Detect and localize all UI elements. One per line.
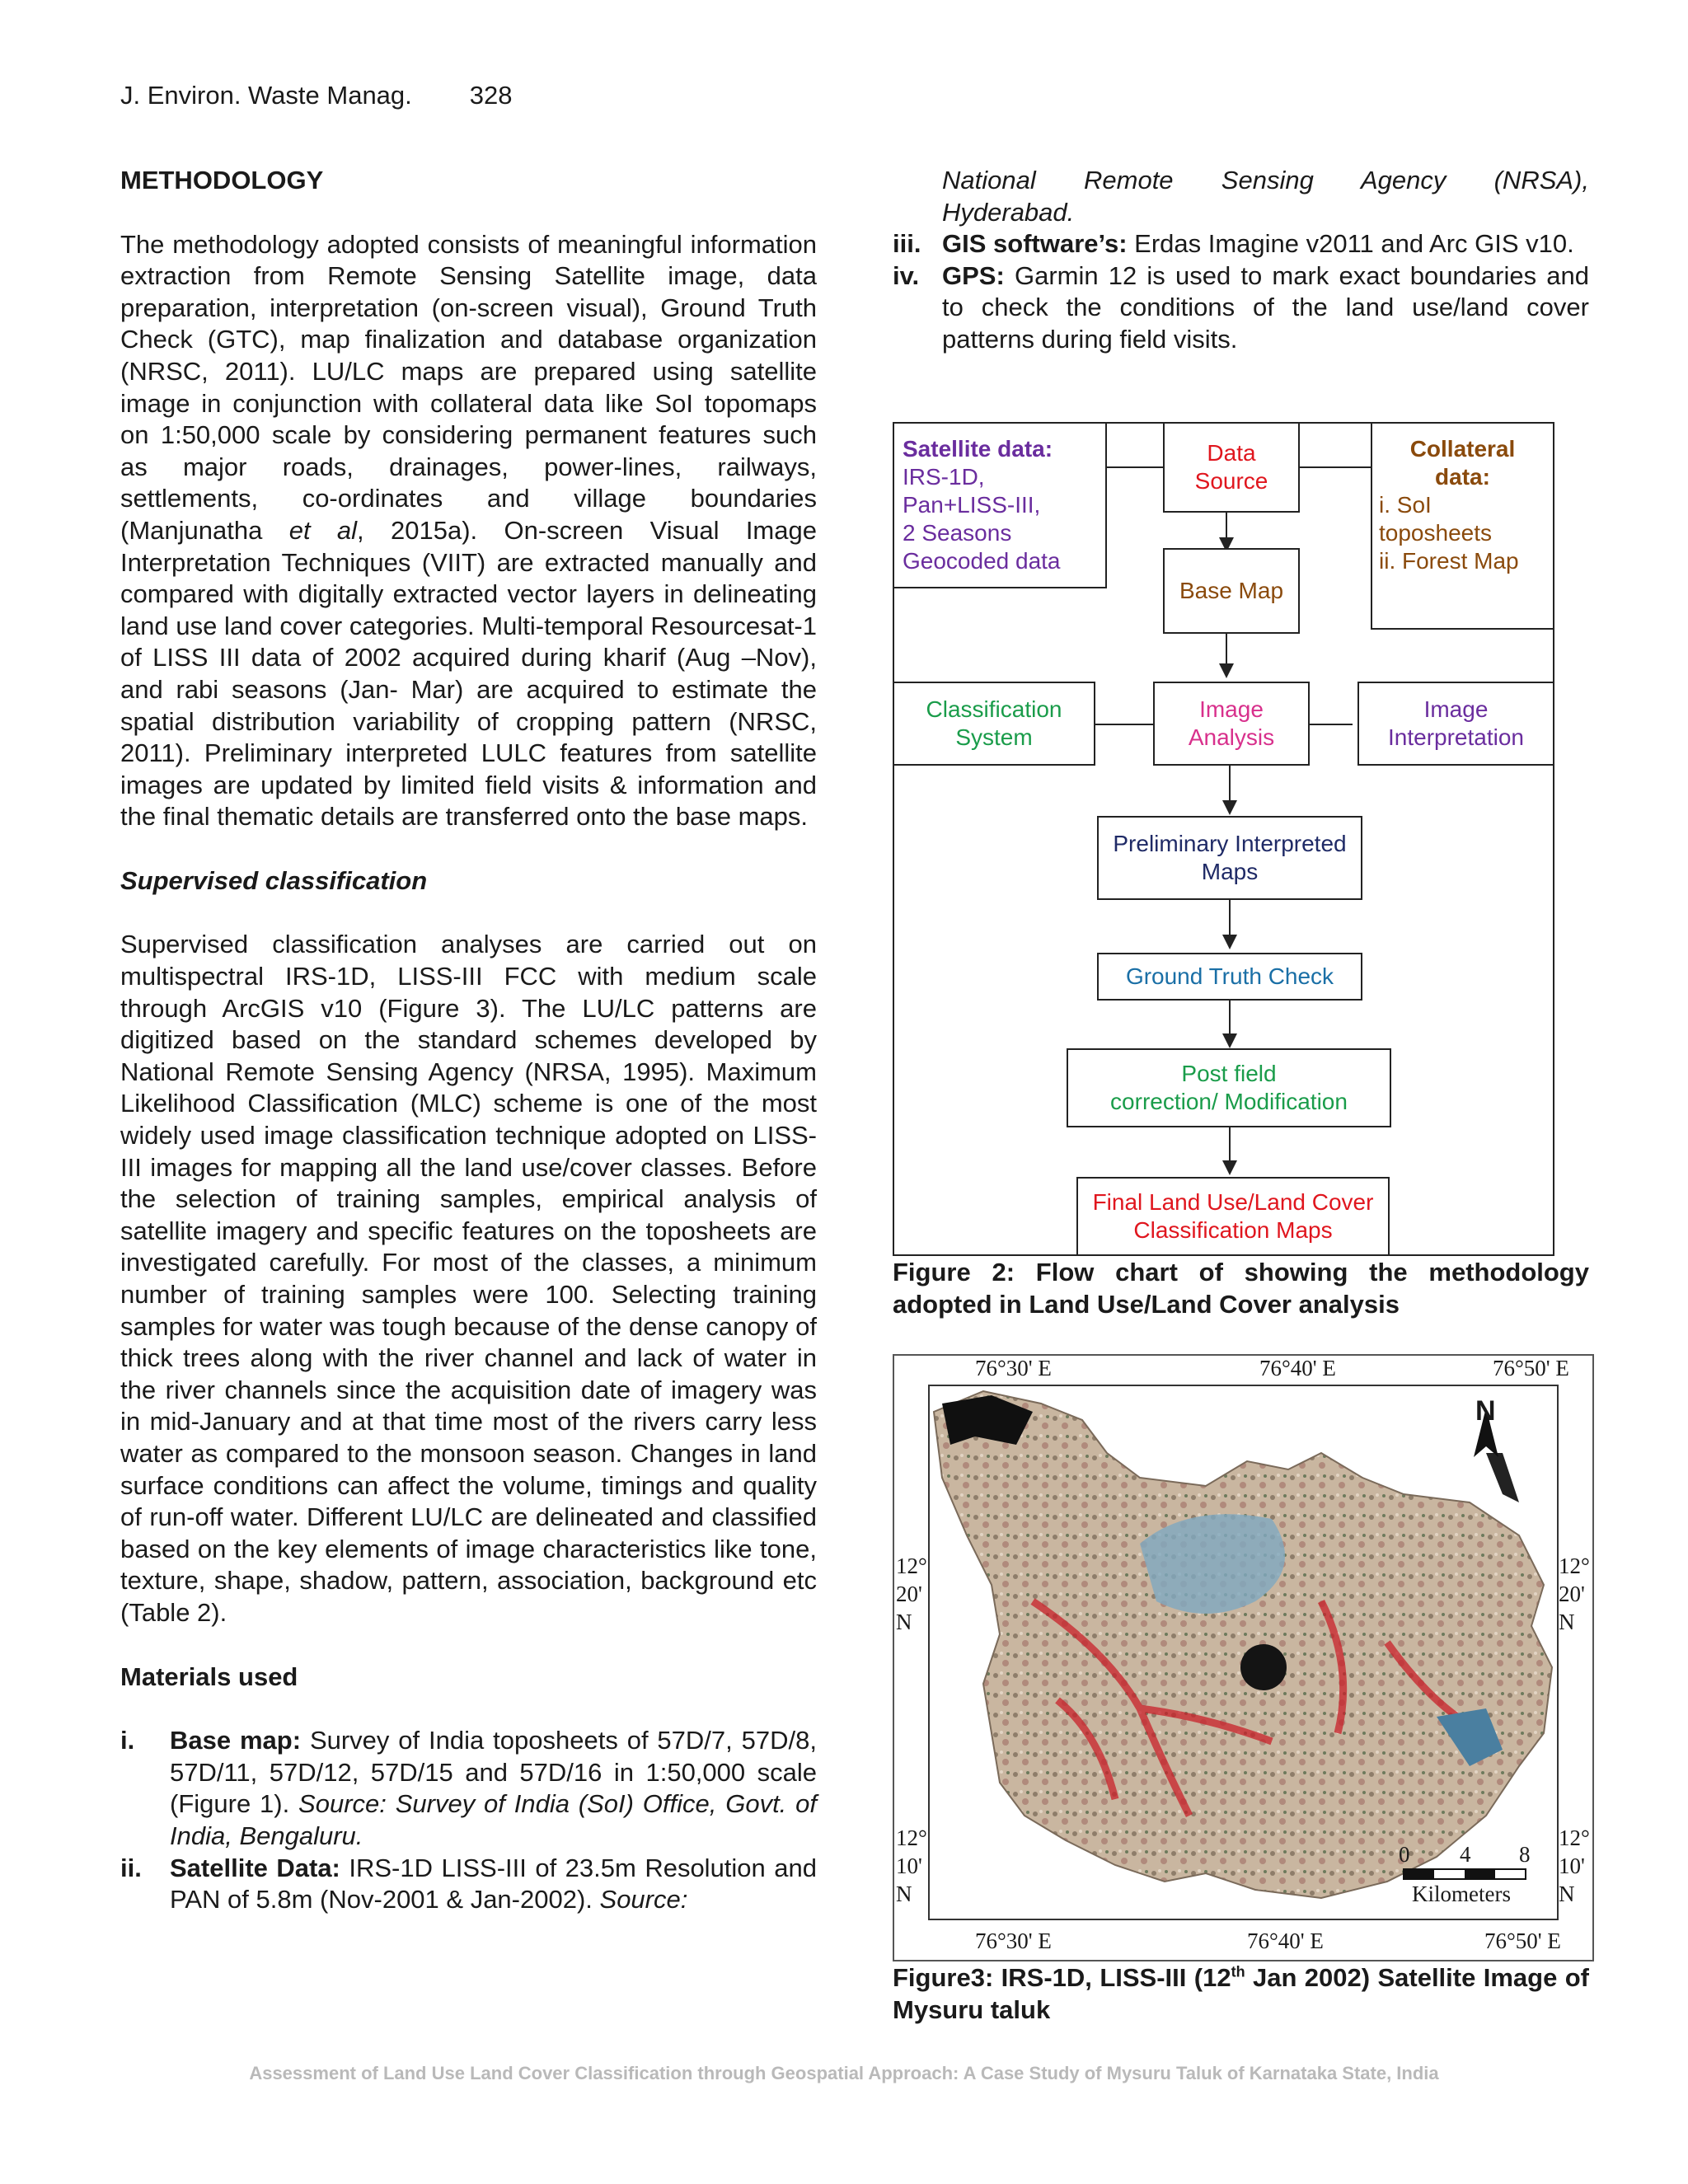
supervised-heading: Supervised classification bbox=[120, 865, 428, 895]
base-map-box: Base Map bbox=[1163, 548, 1300, 634]
image-analysis-box: Image Analysis bbox=[1153, 682, 1310, 766]
image-interpretation-box: Image Interpretation bbox=[1357, 682, 1554, 766]
final-maps-box: Final Land Use/Land Cover Classification Maps bbox=[1076, 1177, 1390, 1256]
left-column bbox=[120, 165, 817, 1916]
methodology-heading: METHODOLOGY bbox=[120, 166, 324, 194]
scale-tick: 0 bbox=[1399, 1842, 1410, 1867]
north-label: N bbox=[1475, 1395, 1496, 1427]
right-column bbox=[893, 165, 1589, 356]
scale-tick: 8 bbox=[1519, 1842, 1531, 1867]
collateral-data-box: Collateral data: i. SoI toposheets ii. Forest Map bbox=[1371, 422, 1554, 630]
list-item: iii. GIS software’s: Erdas Imagine v2011 and Arc GIS v10. bbox=[893, 229, 1574, 259]
data-source-box: Data Source bbox=[1163, 422, 1300, 513]
scale-unit: Kilometers bbox=[1412, 1882, 1511, 1906]
materials-heading: Materials used bbox=[120, 1661, 298, 1691]
map-label-left: 12° 10' N bbox=[896, 1825, 927, 1906]
supervised-paragraph: Supervised classification analyses are carried out on multispectral IRS-1D, LISS-III FCC with medium scale through ArcGIS v10 (Figure 3). The LU/LC patterns are digitized based on the standard schemes developed by National Remote Sensing Agency (NRSA, 1995). Maximum Likelihood Classification (MLC) scheme is one of the most widely used image classification technique adopted on LISS-III images for mapping all the land use/cover classes. Before the selection of training samples, empirical analysis of satellite imagery and specific features on the toposheets are investigated carefully. For most of the classes, a minimum number of training samples were 100. Selecting training samples for water was tough because of the dense canopy of thick trees along with the river channel and lack of water in the river channels since the acquisition date of imagery was in mid-January and at that time most of the rivers carry less water as compared to the monsoon season. Changes in land surface conditions can affect the volume, timings and quality of run-off water. Different LU/LC are delineated and classified based on the key elements of image characteristics like tone, texture, shape, shadow, pattern, association, background etc (Table 2). bbox=[120, 930, 817, 1627]
preliminary-maps-box: Preliminary Interpreted Maps bbox=[1097, 816, 1362, 900]
methodology-flowchart bbox=[893, 422, 1554, 1256]
map-label-right: 12° 20' N bbox=[1559, 1554, 1590, 1634]
satellite-image-figure bbox=[893, 1354, 1594, 1961]
running-footer: Assessment of Land Use Land Cover Classification through Geospatial Approach: A Case Study of Mysuru Taluk of Karnataka State, India bbox=[249, 2063, 1439, 2083]
map-label-bottom: 76°30' E bbox=[975, 1929, 1052, 1953]
map-label-top: 76°50' E bbox=[1493, 1356, 1569, 1380]
list-item: ii. Satellite Data: IRS-1D LISS-III of 23.5m Resolution and PAN of 5.8m (Nov-2001 & Jan-2002). Source: bbox=[120, 1853, 817, 1915]
map-label-bottom: 76°50' E bbox=[1484, 1929, 1561, 1953]
map-label-bottom: 76°40' E bbox=[1247, 1929, 1324, 1953]
page-number: 328 bbox=[469, 81, 513, 110]
satellite-map bbox=[893, 1354, 1594, 1961]
scale-tick: 4 bbox=[1460, 1842, 1471, 1867]
list-item: iv. GPS: Garmin 12 is used to mark exact boundaries and to check the conditions of the land use/land cover patterns during field visits. bbox=[893, 260, 1589, 354]
materials-list bbox=[120, 1725, 817, 1916]
map-label-right: 12° 10' N bbox=[1559, 1825, 1590, 1906]
journal-name: J. Environ. Waste Manag. bbox=[120, 81, 412, 110]
figure-3-caption: Figure3: IRS-1D, LISS-III (12th Jan 2002) Satellite Image of Mysuru taluk bbox=[893, 1963, 1589, 2024]
ground-truth-box: Ground Truth Check bbox=[1097, 953, 1362, 1001]
list-item: i. Base map: Survey of India toposheets of 57D/7, 57D/8, 57D/11, 57D/12, 57D/15 and 57D/16 in 1:50,000 scale (Figure 1). Source: Survey of India (SoI) Office, Govt. of India, Bengaluru. bbox=[120, 1726, 817, 1850]
post-field-box: Post field correction/ Modification bbox=[1067, 1048, 1391, 1127]
classification-system-box: Classification System bbox=[893, 682, 1095, 766]
running-header bbox=[120, 81, 513, 110]
satellite-data-box: Satellite data: IRS-1D, Pan+LISS-III, 2 Seasons Geocoded data bbox=[893, 422, 1107, 588]
figure-2-caption: Figure 2: Flow chart of showing the methodology adopted in Land Use/Land Cover analysis bbox=[893, 1258, 1589, 1319]
map-label-top: 76°40' E bbox=[1259, 1356, 1336, 1380]
map-label-top: 76°30' E bbox=[975, 1356, 1052, 1380]
methodology-paragraph: The methodology adopted consists of meaningful information extraction from Remote Sensing Satellite image, data preparation, interpretation (on-screen visual), Ground Truth Check (GTC), map finalization and database organization (NRSC, 2011). LU/LC maps are prepared using satellite image in conjunction with collateral data like SoI topomaps on 1:50,000 scale by considering permanent features such as major roads, drainages, power-lines, railways, settlements, co-ordinates and village boundaries (Manjunatha et al, 2015a). On-screen Visual Image Interpretation Techniques (VIIT) are extracted manually and compared with digitally extracted vector layers in delineating land use land cover categories. Multi-temporal Resourcesat-1 of LISS III data of 2002 acquired during kharif (Aug –Nov), and rabi seasons (Jan- Mar) are acquired to estimate the spatial distribution variability of cropping pattern (NRSC, 2011). Preliminary interpreted LULC features from satellite images are updated by limited field visits & information and the final thematic details are transferred onto the base maps. bbox=[120, 229, 817, 832]
map-label-left: 12° 20' N bbox=[896, 1554, 927, 1634]
list-item-continued: National Remote Sensing Agency (NRSA), Hyderabad. bbox=[942, 166, 1589, 227]
